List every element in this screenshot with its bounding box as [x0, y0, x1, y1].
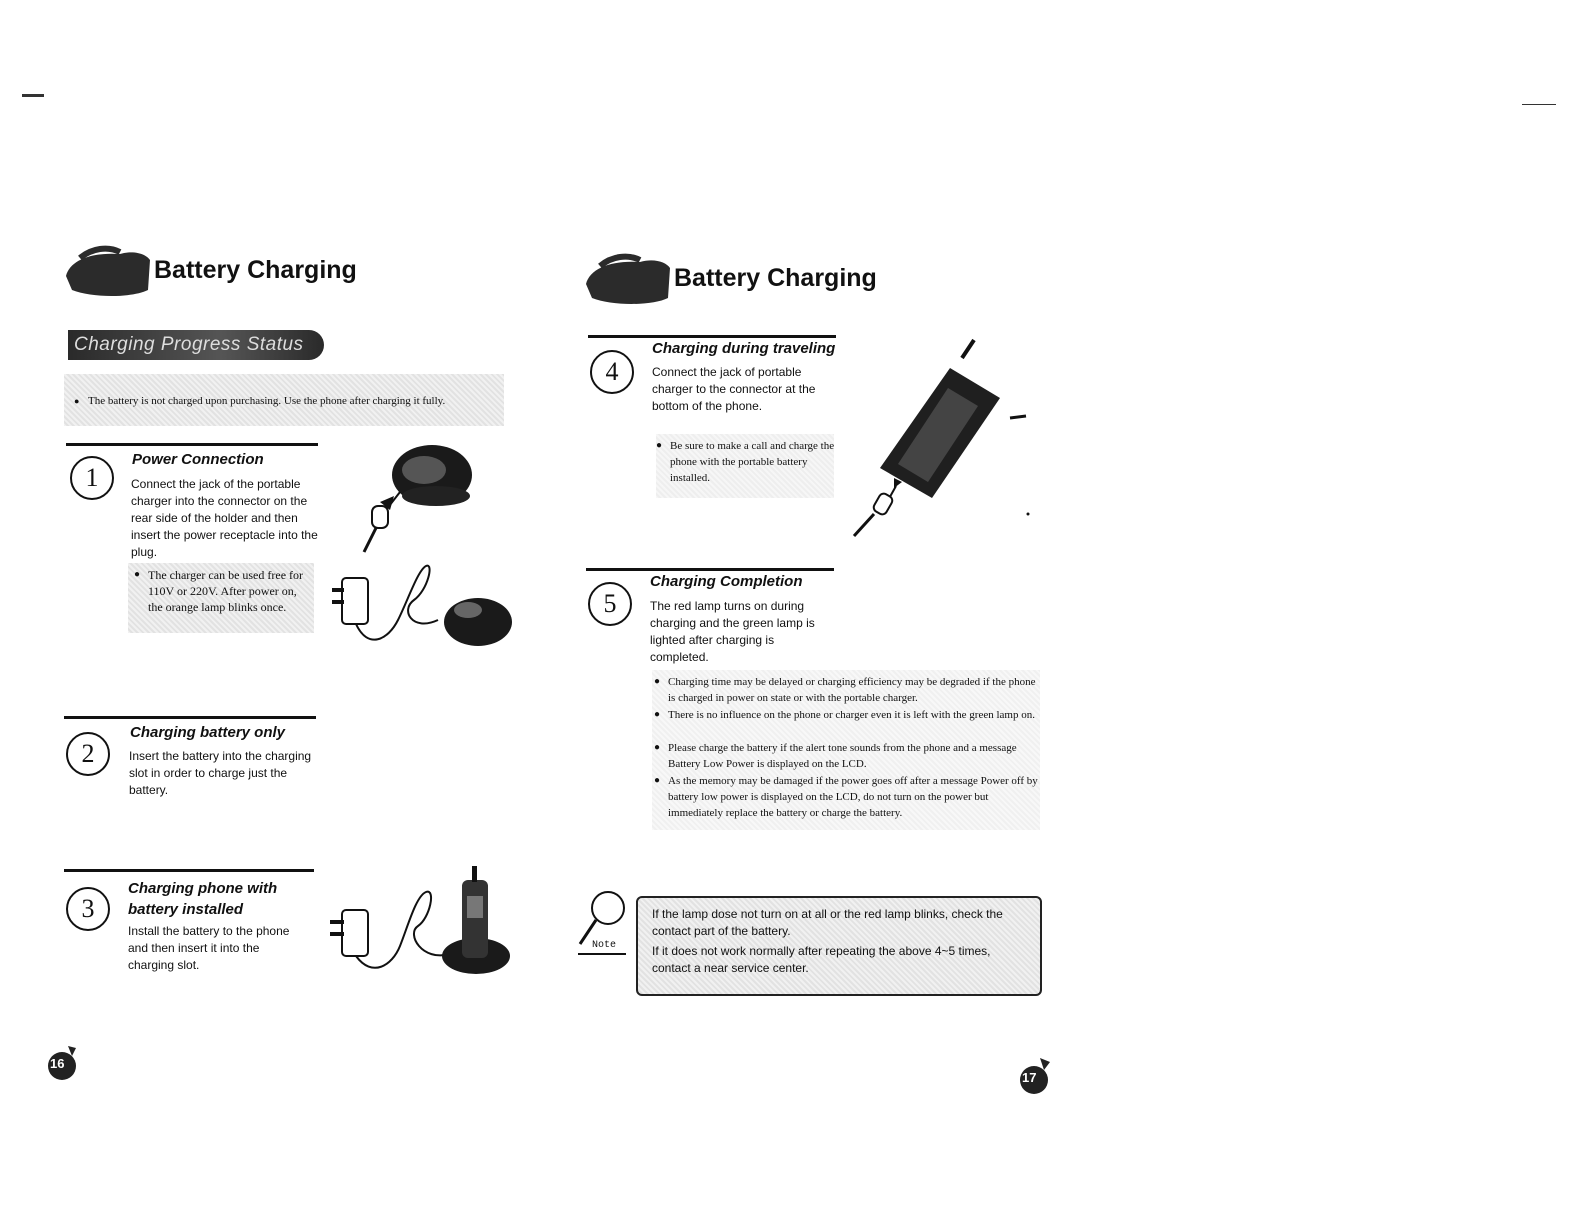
- note-line-1: If the lamp dose not turn on at all or the red lamp blinks, check the contact part of the battery.: [652, 907, 1003, 938]
- step-number-4: 4: [590, 350, 634, 394]
- charger-holder-icon: [360, 440, 480, 560]
- note-label: Note: [592, 940, 617, 951]
- adapter-and-phone-in-holder-icon: [326, 866, 516, 978]
- note-box: [636, 896, 1042, 996]
- completion-bullet-4: ● As the memory may be damaged if the power goes off after a message Power off by battery low power is displayed on the LCD, do not turn on the power but immediately replace the battery or charge the battery.: [668, 773, 1040, 821]
- title-swoosh-icon: [62, 246, 154, 298]
- step-divider: [64, 869, 314, 872]
- section-banner-label: Charging Progress Status: [74, 334, 304, 355]
- step-note-traveling: ● Be sure to make a call and charge the phone with the portable battery installed.: [670, 438, 836, 486]
- intro-note: [74, 393, 508, 410]
- scan-mark: [22, 94, 44, 97]
- step-note-voltage: ● The charger can be used free for 110V or 220V. After power on, the orange lamp blinks once.: [148, 567, 312, 615]
- phone-with-travel-charger-icon: [850, 338, 1030, 538]
- scan-mark: [1522, 104, 1556, 105]
- page-number-right: 17: [1022, 1070, 1037, 1085]
- note-line-2: If it does not work normally after repeating the above 4~5 times, contact a near service center.: [652, 944, 991, 975]
- completion-bullet-3: ● Please charge the battery if the alert tone sounds from the phone and a message Battery Low Power is displayed on the LCD.: [668, 740, 1040, 772]
- completion-bullet-2: ● There is no influence on the phone or charger even it is left with the green lamp on.: [668, 707, 1040, 723]
- step-divider: [588, 335, 836, 338]
- step-body-power-connection: Connect the jack of the portable charger into the connector on the rear side of the holder and then insert the power receptacle into the plug.: [131, 477, 318, 559]
- page-number-left: 16: [50, 1056, 65, 1071]
- title-swoosh-icon: [582, 254, 674, 306]
- completion-bullet-1: ● Charging time may be delayed or charging efficiency may be degraded if the phone is charged in power on state or with the portable charger.: [668, 674, 1040, 706]
- step-title-charging-traveling: Charging during traveling: [652, 340, 836, 357]
- step-divider: [66, 443, 318, 446]
- bullet-icon: ●: [74, 396, 80, 406]
- intro-note-text: The battery is not charged upon purchasing. Use the phone after charging it fully.: [88, 395, 446, 407]
- power-adapter-and-holder-icon: [328, 560, 518, 650]
- step-body-charging-traveling: Connect the jack of portable charger to the connector at the bottom of the phone.: [652, 365, 816, 413]
- step-title-charging-completion: Charging Completion: [650, 573, 803, 590]
- step-title-charging-battery-only: Charging battery only: [130, 724, 286, 741]
- step-title-charging-phone: Charging phone with battery installed: [128, 880, 278, 918]
- step-body-charging-phone: Install the battery to the phone and then insert it into the charging slot.: [128, 924, 290, 972]
- step-divider: [64, 716, 316, 719]
- step-number-2: 2: [66, 732, 110, 776]
- section-banner: [68, 330, 324, 360]
- page-title: Battery Charging: [674, 264, 877, 292]
- step-divider: [586, 568, 834, 571]
- left-title: [62, 240, 357, 300]
- step-number-1: 1: [70, 456, 114, 500]
- right-title: [582, 248, 877, 308]
- step-number-5: 5: [588, 582, 632, 626]
- step-body-charging-battery-only: Insert the battery into the charging slot in order to charge just the battery.: [129, 749, 312, 797]
- page-title: Battery Charging: [154, 256, 357, 284]
- step-body-charging-completion: The red lamp turns on during charging and the green lamp is lighted after charging is completed.: [650, 599, 815, 664]
- step-number-3: 3: [66, 887, 110, 931]
- step-title-power-connection: Power Connection: [132, 451, 264, 468]
